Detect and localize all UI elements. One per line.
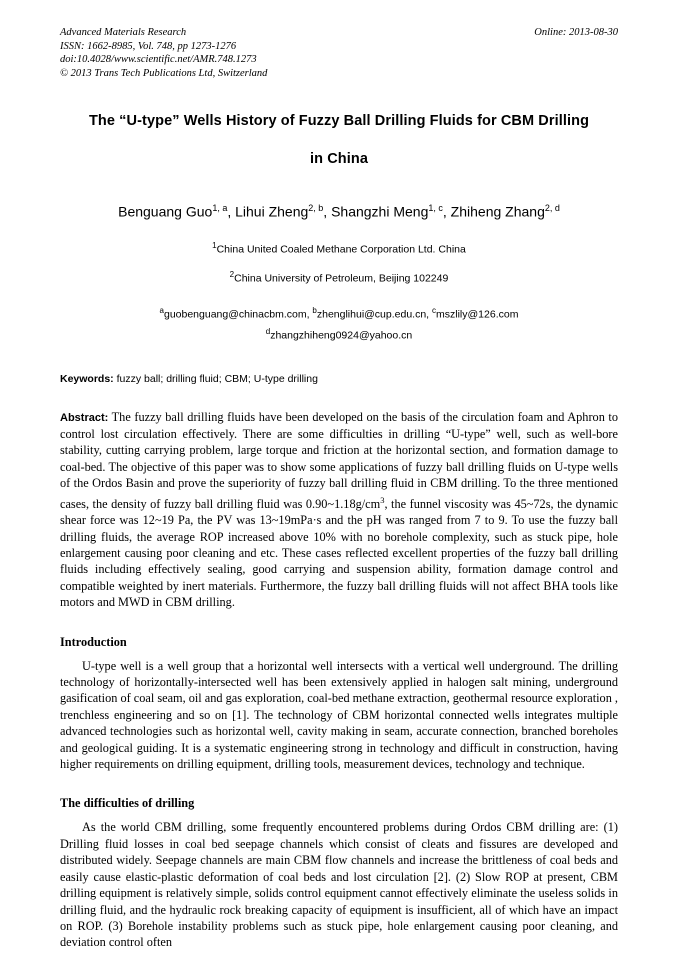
journal-online-date: Online: 2013-08-30 — [534, 27, 618, 38]
page-title-line-1: The “U-type” Wells History of Fuzzy Ball Drilling Fluids for CBM Drilling — [88, 113, 590, 129]
page-title-line-2: in China — [310, 151, 368, 167]
email-marker-d: d — [265, 327, 271, 337]
author-3-name: Shangzhi Meng — [331, 203, 429, 220]
author-separator-1: , — [227, 203, 236, 220]
section-paragraph-difficulties: As the world CBM drilling, some frequently encountered problems during Ordos CBM drilling are: (1) Drilling fluid losses in coal bed seepage channels which consist of cleats and fissures are developed and distributed widely. Seepage channels are main CBM flow channels and increase the brittleness of coal beds and easily cause elastic-plastic deformation of coal beds and lost circulation [2]. (2) Slow ROP at present, CBM drilling equipment is relatively simple, solids control equipment cannot effectively eliminate the useless solids in drilling fluid, and the hydraulic rock breaking capacity of equipment is insufficient, all of which have an impact on ROP. (3) Borehole instability problems such as stuck pipe, hole enlargement causing poor cleaning, and deviation control often — [60, 820, 618, 950]
author-emails-line-2 — [60, 323, 618, 345]
author-2-name: Lihui Zheng — [235, 203, 309, 220]
author-emails-line-1 — [60, 302, 618, 324]
journal-header — [60, 26, 618, 80]
author-separator-3: , — [442, 203, 451, 220]
author-1-name: Benguang Guo — [118, 203, 213, 220]
abstract-text-part-1: The fuzzy ball drilling fluids have been developed on the basis of the circulation foam and Aphron to control lost circulation effectively. There are some difficulties in drilling “U-type” well, such as well-bore stability, cutting carrying problem, large torque and friction at the horizontal section, and formation damage to coal-bed. The objective of this paper was to show some applications of fuzzy ball drilling fluids on U-type wells of the Ordos Basin and prove the superiority of fuzzy ball drilling fluid in CBM drilling. To the three mentioned cases, the density of fuzzy ball drilling fluid was 0.90~1.18g/cm — [60, 409, 618, 511]
section-heading-introduction: Introduction — [60, 634, 127, 649]
affiliation-2 — [60, 266, 618, 288]
email-c[interactable]: mszlily@126.com — [436, 308, 519, 321]
keywords-label: Keywords: — [60, 372, 114, 385]
affiliation-1-text: China United Coaled Methane Corporation Ltd. China — [216, 243, 466, 256]
author-1-affiliation-marker: 1, a — [212, 203, 228, 213]
affiliation-2-marker: 2 — [229, 270, 235, 280]
page-title — [60, 110, 618, 170]
author-separator-2: , — [323, 203, 332, 220]
journal-copyright: © 2013 Trans Tech Publications Ltd, Switzerland — [60, 67, 268, 79]
author-4-affiliation-marker: 2, d — [544, 203, 560, 213]
journal-name: Advanced Materials Research — [60, 27, 187, 38]
author-2-affiliation-marker: 2, b — [308, 203, 324, 213]
journal-doi: doi:10.4028/www.scientific.net/AMR.748.1273 — [60, 54, 257, 65]
keywords-value: fuzzy ball; drilling fluid; CBM; U-type drilling — [113, 372, 318, 385]
keywords — [60, 371, 618, 387]
section-heading-difficulties: The difficulties of drilling — [60, 796, 195, 811]
email-marker-b: b — [312, 305, 317, 315]
abstract-label: Abstract: — [60, 411, 109, 424]
abstract — [60, 409, 618, 611]
author-4-name: Zhiheng Zhang — [450, 203, 545, 220]
abstract-text-part-2: , the funnel viscosity was 45~72s, the dynamic shear force was 12~19 Pa, the PV was 13~19mPa·s and the pH was ranged from 7 to 9. To use the fuzzy ball drilling fluids, the average ROP increased above 10% with no borehole complexity, such as stuck pipe, hole enlargement causing poor cleaning and etc. These cases reflected excellent properties of the fuzzy ball drilling fluids including effectively sealing, good carrying and suspension ability, formation damage control and compatible weighted by inert materials. Furthermore, the fuzzy ball drilling fluids will not affect BHA tools like motors and MWD in CBM drilling. — [60, 496, 618, 610]
journal-issn: ISSN: 1662-8985, Vol. 748, pp 1273-1276 — [60, 40, 237, 52]
email-d[interactable]: zhangzhiheng0924@yahoo.cn — [270, 329, 413, 342]
abstract-superscript: 3 — [380, 494, 385, 505]
affiliation-1-marker: 1 — [212, 240, 217, 250]
affiliation-1 — [60, 237, 618, 259]
author-3-affiliation-marker: 1, c — [428, 203, 443, 213]
paper-content — [60, 26, 618, 951]
email-a[interactable]: guobenguang@chinacbm.com, — [163, 308, 313, 321]
author-emails — [60, 302, 618, 345]
affiliation-2-text: China University of Petroleum, Beijing 102249 — [234, 272, 449, 285]
section-paragraph-introduction: U-type well is a well group that a horizontal well intersects with a vertical well underground. The drilling technology of horizontally-intersected well has been extensively applied in halogen salt mining, underground gasification of coal seam, oil and gas exploration, coal-bed methane extraction, geothermal resource exploration , trenchless engineering and so on [1]. The technology of CBM horizontal connected wells integrates multiple advanced technologies such as horizontal well, cavity making in seam, accurate connection, branched boreholes and geological guiding. It is a systematic engineering strong in technology and difficult in construction, having higher requirements on drilling equipment, drilling tools, measurement devices, technology and technique. — [60, 658, 618, 772]
author-list — [60, 198, 618, 222]
email-marker-a: a — [159, 305, 164, 315]
email-marker-c: c — [432, 305, 437, 315]
email-b[interactable]: zhenglihui@cup.edu.cn, — [316, 308, 433, 321]
journal-header-left — [60, 26, 460, 80]
